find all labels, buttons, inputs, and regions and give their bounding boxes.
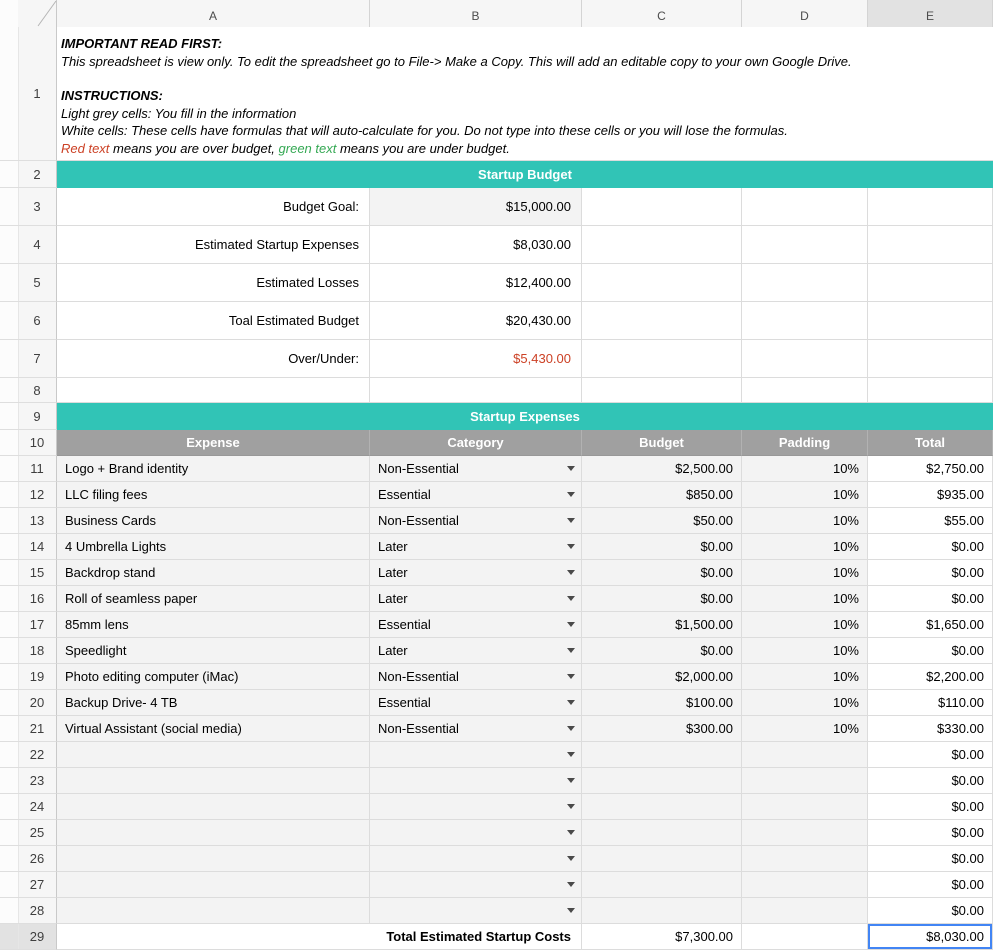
grand-total-cell[interactable]: $8,030.00	[868, 924, 993, 950]
empty-cell[interactable]	[370, 378, 582, 403]
row-1	[0, 27, 993, 161]
category-dropdown[interactable]	[370, 742, 582, 768]
row-header-8[interactable]: 8	[0, 378, 57, 403]
empty-cell[interactable]	[57, 378, 370, 403]
column-header-B[interactable]: B	[370, 0, 582, 33]
empty-cell[interactable]	[582, 340, 742, 378]
category-dropdown[interactable]	[370, 508, 582, 534]
total-costs-label[interactable]: Total Estimated Startup Costs	[57, 924, 582, 950]
total-cell[interactable]: $0.00	[868, 534, 993, 560]
padding-cell[interactable]: 10%	[742, 508, 868, 534]
row-header-12[interactable]: 12	[0, 482, 57, 508]
row-header-7[interactable]: 7	[0, 340, 57, 378]
dropdown-arrow-icon[interactable]	[567, 570, 575, 575]
row-19	[0, 664, 993, 690]
instructions-title: INSTRUCTIONS:	[61, 88, 163, 103]
padding-cell[interactable]	[742, 794, 868, 820]
row-header-14[interactable]: 14	[0, 534, 57, 560]
legend-segment: means you are over budget,	[109, 140, 279, 156]
dropdown-arrow-icon[interactable]	[567, 726, 575, 731]
row-17	[0, 612, 993, 638]
row-header-22[interactable]: 22	[0, 742, 57, 768]
category-dropdown[interactable]	[370, 586, 582, 612]
expense-cell[interactable]: Business Cards	[57, 508, 370, 534]
category-dropdown[interactable]	[370, 612, 582, 638]
row-22	[0, 742, 993, 768]
row-header-15[interactable]: 15	[0, 560, 57, 586]
row-header-2[interactable]: 2	[0, 161, 57, 188]
row-header-1[interactable]: 1	[0, 27, 57, 161]
expense-cell[interactable]: Backup Drive- 4 TB	[57, 690, 370, 716]
empty-cell[interactable]	[868, 188, 993, 226]
total-budget-cell[interactable]: $7,300.00	[582, 924, 742, 950]
total-cell[interactable]: $330.00	[868, 716, 993, 742]
row-5	[0, 264, 993, 302]
grid-body	[0, 27, 993, 950]
budget-value-cell[interactable]: $5,430.00	[370, 340, 582, 378]
total-cell[interactable]: $0.00	[868, 586, 993, 612]
expense-cell[interactable]	[57, 768, 370, 794]
row-header-16[interactable]: 16	[0, 586, 57, 612]
padding-cell[interactable]: 10%	[742, 664, 868, 690]
padding-cell[interactable]: 10%	[742, 716, 868, 742]
category-value: Later	[378, 539, 408, 554]
white-cells-text: White cells: These cells have formulas that will auto-calculate for you. Do not type into these cells or you will lose the formulas.	[61, 123, 788, 138]
budget-cell[interactable]: $2,500.00	[582, 456, 742, 482]
dropdown-arrow-icon[interactable]	[567, 518, 575, 523]
instructions-cell[interactable]	[57, 27, 993, 161]
empty-cell[interactable]	[742, 302, 868, 340]
total-cell[interactable]: $0.00	[868, 898, 993, 924]
padding-cell[interactable]	[742, 820, 868, 846]
dropdown-arrow-icon[interactable]	[567, 700, 575, 705]
dropdown-arrow-icon[interactable]	[567, 492, 575, 497]
padding-cell[interactable]	[742, 768, 868, 794]
empty-cell[interactable]	[742, 924, 868, 950]
budget-cell[interactable]: $850.00	[582, 482, 742, 508]
category-value: Non-Essential	[378, 669, 459, 684]
dropdown-arrow-icon[interactable]	[567, 674, 575, 679]
row-16	[0, 586, 993, 612]
row-header-26[interactable]: 26	[0, 846, 57, 872]
category-dropdown[interactable]	[370, 768, 582, 794]
dropdown-arrow-icon[interactable]	[567, 804, 575, 809]
row-29	[0, 924, 993, 950]
row-header-24[interactable]: 24	[0, 794, 57, 820]
expense-cell[interactable]: Backdrop stand	[57, 560, 370, 586]
category-dropdown[interactable]	[370, 794, 582, 820]
budget-cell[interactable]: $2,000.00	[582, 664, 742, 690]
row-header-29[interactable]: 29	[0, 924, 57, 950]
budget-cell[interactable]: $0.00	[582, 534, 742, 560]
category-value: Later	[378, 591, 408, 606]
category-dropdown[interactable]	[370, 872, 582, 898]
row-header-10[interactable]: 10	[0, 430, 57, 456]
dropdown-arrow-icon[interactable]	[567, 544, 575, 549]
padding-cell[interactable]: 10%	[742, 456, 868, 482]
row-24	[0, 794, 993, 820]
category-value: Essential	[378, 695, 431, 710]
column-header-E[interactable]: E	[868, 0, 993, 33]
padding-cell[interactable]: 10%	[742, 690, 868, 716]
row-4	[0, 226, 993, 264]
column-header-D[interactable]: D	[742, 0, 868, 33]
budget-cell[interactable]: $1,500.00	[582, 612, 742, 638]
row-header-11[interactable]: 11	[0, 456, 57, 482]
expense-cell[interactable]: LLC filing fees	[57, 482, 370, 508]
row-6	[0, 302, 993, 340]
empty-cell[interactable]	[582, 226, 742, 264]
column-header-row	[0, 0, 993, 27]
category-dropdown[interactable]	[370, 664, 582, 690]
category-value: Essential	[378, 487, 431, 502]
total-cell[interactable]: $0.00	[868, 768, 993, 794]
empty-cell[interactable]	[582, 264, 742, 302]
category-dropdown[interactable]	[370, 898, 582, 924]
budget-label-cell[interactable]: Estimated Startup Expenses	[57, 226, 370, 264]
expense-cell[interactable]: 85mm lens	[57, 612, 370, 638]
dropdown-arrow-icon[interactable]	[567, 648, 575, 653]
dropdown-arrow-icon[interactable]	[567, 622, 575, 627]
expense-cell[interactable]: Speedlight	[57, 638, 370, 664]
startup-budget-banner[interactable]: Startup Budget	[57, 161, 993, 188]
dropdown-arrow-icon[interactable]	[567, 778, 575, 783]
dropdown-arrow-icon[interactable]	[567, 752, 575, 757]
legend-segment: green text	[278, 140, 337, 156]
table-header-budget[interactable]: Budget	[582, 430, 742, 456]
budget-value-cell[interactable]: $12,400.00	[370, 264, 582, 302]
row-20	[0, 690, 993, 716]
total-cell[interactable]: $110.00	[868, 690, 993, 716]
padding-cell[interactable]	[742, 742, 868, 768]
budget-label-cell[interactable]: Toal Estimated Budget	[57, 302, 370, 340]
row-header-13[interactable]: 13	[0, 508, 57, 534]
row-9	[0, 403, 993, 430]
table-header-padding[interactable]: Padding	[742, 430, 868, 456]
budget-cell[interactable]: $0.00	[582, 638, 742, 664]
row-23	[0, 768, 993, 794]
category-dropdown[interactable]	[370, 482, 582, 508]
dropdown-arrow-icon[interactable]	[567, 830, 575, 835]
budget-cell[interactable]: $50.00	[582, 508, 742, 534]
row-header-6[interactable]: 6	[0, 302, 57, 340]
row-11	[0, 456, 993, 482]
budget-cell[interactable]: $0.00	[582, 586, 742, 612]
category-value: Non-Essential	[378, 721, 459, 736]
row-25	[0, 820, 993, 846]
table-header-total[interactable]: Total	[868, 430, 993, 456]
table-header-expense[interactable]: Expense	[57, 430, 370, 456]
budget-legend	[61, 140, 985, 158]
category-dropdown[interactable]	[370, 846, 582, 872]
category-value: Later	[378, 565, 408, 580]
dropdown-arrow-icon[interactable]	[567, 882, 575, 887]
total-cell[interactable]: $0.00	[868, 560, 993, 586]
expense-cell[interactable]	[57, 846, 370, 872]
category-dropdown[interactable]	[370, 638, 582, 664]
total-cell[interactable]: $0.00	[868, 820, 993, 846]
budget-label-cell[interactable]: Over/Under:	[57, 340, 370, 378]
total-cell[interactable]: $2,200.00	[868, 664, 993, 690]
empty-cell[interactable]	[868, 302, 993, 340]
total-cell[interactable]: $2,750.00	[868, 456, 993, 482]
total-cell[interactable]: $0.00	[868, 872, 993, 898]
column-header-A[interactable]: A	[57, 0, 370, 33]
empty-cell[interactable]	[868, 264, 993, 302]
category-value: Non-Essential	[378, 513, 459, 528]
category-value: Essential	[378, 617, 431, 632]
budget-value-cell[interactable]: $8,030.00	[370, 226, 582, 264]
empty-cell[interactable]	[742, 340, 868, 378]
expense-cell[interactable]	[57, 872, 370, 898]
dropdown-arrow-icon[interactable]	[567, 856, 575, 861]
budget-value-cell[interactable]: $20,430.00	[370, 302, 582, 340]
empty-cell[interactable]	[742, 226, 868, 264]
budget-cell[interactable]	[582, 820, 742, 846]
budget-cell[interactable]: $0.00	[582, 560, 742, 586]
padding-cell[interactable]	[742, 846, 868, 872]
budget-label-cell[interactable]: Estimated Losses	[57, 264, 370, 302]
row-27	[0, 872, 993, 898]
budget-cell[interactable]	[582, 742, 742, 768]
category-dropdown[interactable]	[370, 456, 582, 482]
expense-cell[interactable]: Photo editing computer (iMac)	[57, 664, 370, 690]
row-3	[0, 188, 993, 226]
category-value: Non-Essential	[378, 461, 459, 476]
total-cell[interactable]: $0.00	[868, 794, 993, 820]
expense-cell[interactable]: Virtual Assistant (social media)	[57, 716, 370, 742]
dropdown-arrow-icon[interactable]	[567, 466, 575, 471]
row-12	[0, 482, 993, 508]
padding-cell[interactable]: 10%	[742, 482, 868, 508]
row-28	[0, 898, 993, 924]
budget-cell[interactable]	[582, 846, 742, 872]
row-header-21[interactable]: 21	[0, 716, 57, 742]
padding-cell[interactable]: 10%	[742, 638, 868, 664]
view-only-text: This spreadsheet is view only. To edit the spreadsheet go to File-> Make a Copy. This will add an editable copy to your own Google Drive.	[61, 53, 852, 69]
category-dropdown[interactable]	[370, 716, 582, 742]
legend-segment: Red text	[61, 140, 110, 156]
expense-cell[interactable]	[57, 742, 370, 768]
padding-cell[interactable]: 10%	[742, 586, 868, 612]
expense-cell[interactable]	[57, 794, 370, 820]
row-header-20[interactable]: 20	[0, 690, 57, 716]
row-10	[0, 430, 993, 456]
dropdown-arrow-icon[interactable]	[567, 596, 575, 601]
legend-segment: means you are under budget.	[336, 140, 510, 156]
row-8	[0, 378, 993, 403]
row-header-4[interactable]: 4	[0, 226, 57, 264]
row-2	[0, 161, 993, 188]
category-value: Later	[378, 643, 408, 658]
padding-cell[interactable]: 10%	[742, 560, 868, 586]
startup-expenses-banner[interactable]: Startup Expenses	[57, 403, 993, 430]
grey-cells-text: Light grey cells: You fill in the information	[61, 105, 297, 121]
budget-cell[interactable]	[582, 768, 742, 794]
corner-diagonal	[0, 0, 57, 27]
row-header-25[interactable]: 25	[0, 820, 57, 846]
row-header-18[interactable]: 18	[0, 638, 57, 664]
budget-label-cell[interactable]: Budget Goal:	[57, 188, 370, 226]
budget-cell[interactable]	[582, 898, 742, 924]
empty-cell[interactable]	[868, 226, 993, 264]
expense-cell[interactable]: Logo + Brand identity	[57, 456, 370, 482]
row-21	[0, 716, 993, 742]
row-26	[0, 846, 993, 872]
budget-value-cell[interactable]: $15,000.00	[370, 188, 582, 226]
row-header-9[interactable]: 9	[0, 403, 57, 430]
row-header-5[interactable]: 5	[0, 264, 57, 302]
empty-cell[interactable]	[742, 378, 868, 403]
budget-cell[interactable]	[582, 872, 742, 898]
empty-cell[interactable]	[742, 264, 868, 302]
table-header-category[interactable]: Category	[370, 430, 582, 456]
row-header-19[interactable]: 19	[0, 664, 57, 690]
empty-cell[interactable]	[582, 188, 742, 226]
column-header-C[interactable]: C	[582, 0, 742, 33]
row-header-3[interactable]: 3	[0, 188, 57, 226]
expense-cell[interactable]: Roll of seamless paper	[57, 586, 370, 612]
total-cell[interactable]: $0.00	[868, 638, 993, 664]
row-15	[0, 560, 993, 586]
row-13	[0, 508, 993, 534]
category-dropdown[interactable]	[370, 560, 582, 586]
expense-cell[interactable]	[57, 820, 370, 846]
budget-cell[interactable]	[582, 794, 742, 820]
row-header-27[interactable]: 27	[0, 872, 57, 898]
row-header-23[interactable]: 23	[0, 768, 57, 794]
padding-cell[interactable]	[742, 898, 868, 924]
row-header-28[interactable]: 28	[0, 898, 57, 924]
total-cell[interactable]: $1,650.00	[868, 612, 993, 638]
total-cell[interactable]: $55.00	[868, 508, 993, 534]
empty-cell[interactable]	[868, 378, 993, 403]
category-dropdown[interactable]	[370, 820, 582, 846]
empty-cell[interactable]	[582, 302, 742, 340]
empty-cell[interactable]	[868, 340, 993, 378]
padding-cell[interactable]: 10%	[742, 612, 868, 638]
empty-cell[interactable]	[742, 188, 868, 226]
category-dropdown[interactable]	[370, 534, 582, 560]
empty-cell[interactable]	[582, 378, 742, 403]
important-title: IMPORTANT READ FIRST:	[61, 36, 223, 51]
blank-line	[61, 70, 985, 87]
total-cell[interactable]: $0.00	[868, 846, 993, 872]
row-18	[0, 638, 993, 664]
budget-cell[interactable]: $300.00	[582, 716, 742, 742]
padding-cell[interactable]: 10%	[742, 534, 868, 560]
budget-cell[interactable]: $100.00	[582, 690, 742, 716]
expense-cell[interactable]	[57, 898, 370, 924]
category-dropdown[interactable]	[370, 690, 582, 716]
row-14	[0, 534, 993, 560]
padding-cell[interactable]	[742, 872, 868, 898]
row-7	[0, 340, 993, 378]
expense-cell[interactable]: 4 Umbrella Lights	[57, 534, 370, 560]
total-cell[interactable]: $0.00	[868, 742, 993, 768]
dropdown-arrow-icon[interactable]	[567, 908, 575, 913]
row-header-17[interactable]: 17	[0, 612, 57, 638]
total-cell[interactable]: $935.00	[868, 482, 993, 508]
